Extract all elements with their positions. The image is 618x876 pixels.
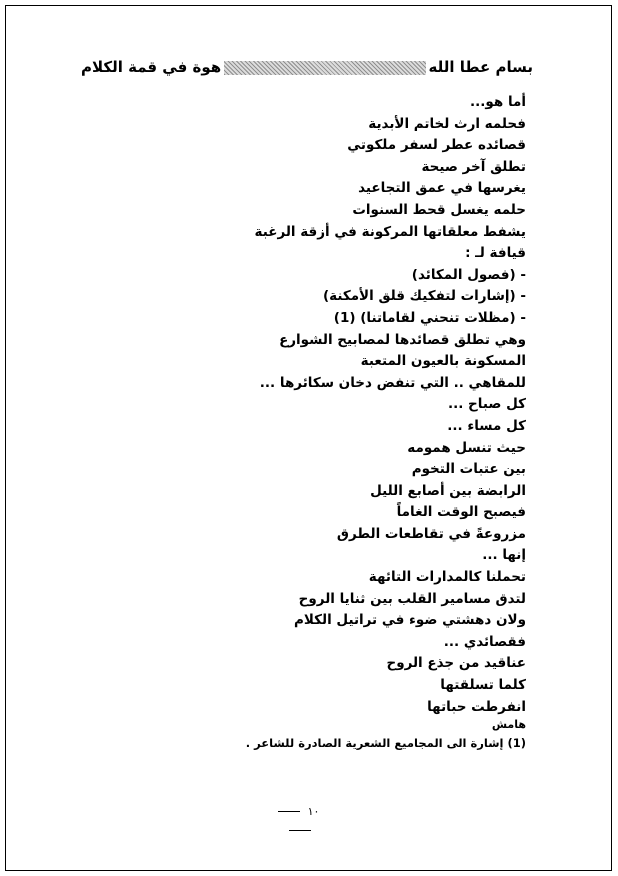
poem-line: فقصائدي ... xyxy=(443,633,526,650)
poem-line: لتدق مسامير القلب بين ثنايا الروح xyxy=(298,590,526,607)
poem-line: وهي تطلق قصائدها لمصابيح الشوارع xyxy=(279,331,526,348)
footnote-text: (1) إشارة الى المجاميع الشعرية الصادرة للشاعر . xyxy=(245,736,526,750)
poem-line: عناقيد من جذع الروح xyxy=(386,655,526,672)
poem-line: تحملنا كالمدارات التائهة xyxy=(368,569,526,586)
poem-line: انفرطت حباتها xyxy=(427,698,526,715)
poem-line: يغرسها في عمق التجاعيد xyxy=(358,180,526,197)
footnote-label: هامش xyxy=(491,718,526,731)
poem-line: الرابضة بين أصابع الليل xyxy=(370,482,526,499)
poem-line: أما هو... xyxy=(470,94,526,110)
poem-line: يشفط معلقاتها المركونة في أزقة الرغبة xyxy=(254,223,526,240)
page-number-rule-right xyxy=(289,830,311,831)
header-book-title: هوة في قمة الكلام xyxy=(78,57,224,77)
poem-line: تطلق آخر صيحة xyxy=(421,158,526,175)
poem-line: بين عتبات التخوم xyxy=(411,461,526,478)
poem-line: مزروعةً في تقاطعات الطرق xyxy=(336,525,526,542)
poem-line: المسكونة بالعيون المتعبة xyxy=(360,353,526,370)
poem-line: إنها ... xyxy=(482,547,526,564)
footnote xyxy=(196,716,526,752)
poem-line: للمقاهي .. التي تنفض دخان سكائرها ... xyxy=(259,374,526,391)
poem-line: حلمه يغسل قحط السنوات xyxy=(352,201,526,218)
page-number-row xyxy=(268,801,332,821)
poem-line: كل صباح ... xyxy=(447,396,526,413)
poem-line: حيث تنسل همومه xyxy=(407,439,526,456)
poem-line: كل مساء ... xyxy=(447,417,526,434)
header-author: بسام عطا الله xyxy=(426,57,536,77)
poem-line: - (إشارات لتفكيك قلق الأمكنة) xyxy=(322,288,526,305)
poem-line: قيافة لـ : xyxy=(465,245,526,262)
poem-line: - (مظلات تنحني لقاماتنا) (1) xyxy=(333,309,526,326)
page-number-rule-left xyxy=(278,811,300,812)
poem-line: ولان دهشتي ضوء في تراتيل الكلام xyxy=(294,612,526,629)
poem-line: فحلمه ارث لخاتم الأبدية xyxy=(368,115,526,132)
poem-line: كلما تسلقتها xyxy=(440,677,526,694)
poem-line: قصائده عطر لسفر ملكوتي xyxy=(347,137,526,154)
page-number: ١٠ xyxy=(307,805,320,818)
poem-line: - (فصول المكائد) xyxy=(411,266,526,283)
poem-body xyxy=(196,92,526,718)
poem-line: فيصبح الوقت الغاماً xyxy=(396,504,526,521)
